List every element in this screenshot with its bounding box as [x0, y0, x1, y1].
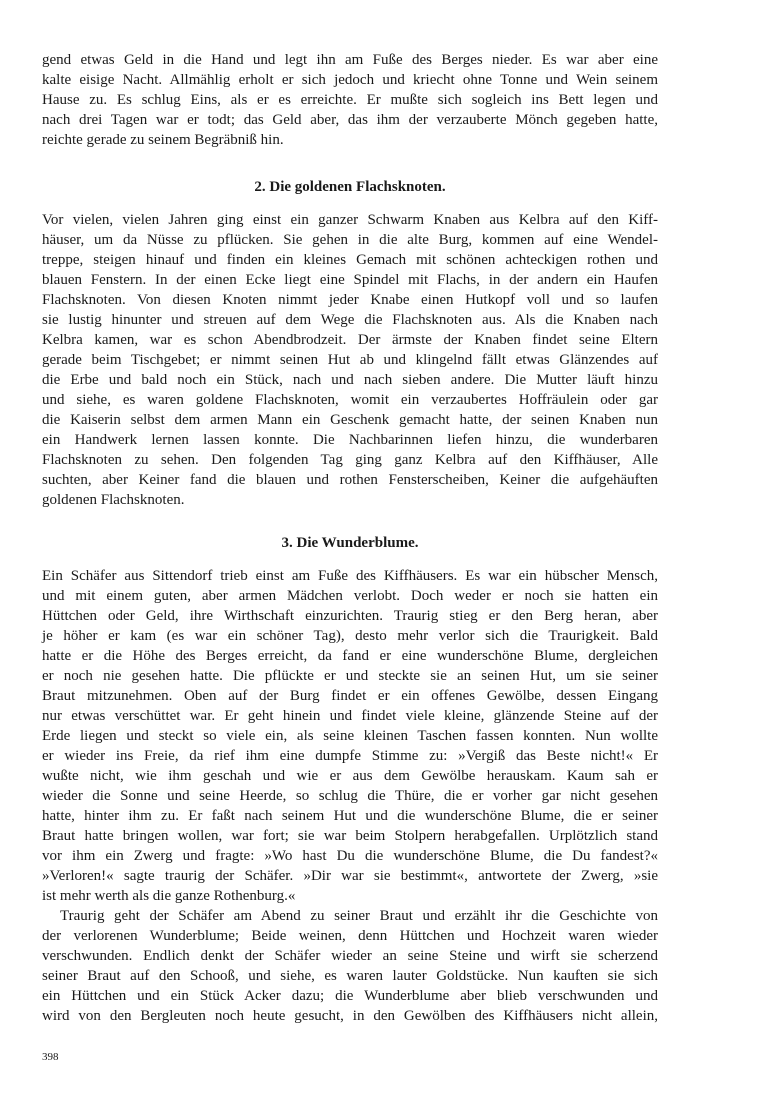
text-line: kalte eisige Nacht. Allmählig erholt er sich jedoch und kriecht ohne Tonne und Wein seinem [42, 72, 658, 88]
text-line: gend etwas Geld in die Hand und legt ihn am Fuße des Berges nieder. Es war aber eine [42, 52, 658, 68]
text-line: er wieder ins Freie, da rief ihm eine dumpfe Stimme zu: »Vergiß das Beste nicht!« Er [42, 748, 658, 764]
text-line: hatte er die Höhe des Berges erreicht, da fand er eine wunderschöne Blume, dergleichen [42, 648, 658, 664]
intro-paragraph [42, 50, 658, 150]
text-line: und siehe, es waren goldene Flachsknoten, womit ein verzaubertes Hoffräulein oder gar [42, 392, 658, 408]
text-line: wieder die Sonne und seine Heerde, so schlug die Thüre, die er vorher gar nicht gesehen [42, 788, 658, 804]
text-line: seiner Braut auf den Schooß, und siehe, es waren lauter Goldstücke. Nun kauften sie sich [42, 968, 658, 984]
text-line: Ein Schäfer aus Sittendorf trieb einst am Fuße des Kiffhäusers. Es war ein hübscher Mensch, [42, 568, 658, 584]
section-title-flachsknoten: 2. Die goldenen Flachsknoten. [254, 179, 446, 195]
text-line: die Kaiserin selbst dem armen Mann ein Geschenk gemacht hatte, der seinen Knaben nun [42, 412, 658, 428]
text-line: hatte, hinter ihm zu. Er faßt nach seinem Hut und die wunderschöne Blume, die er seiner [42, 808, 658, 824]
text-line: Braut hatte bringen wollen, war fort; sie war beim Stolpern herabgefallen. Urplötzlich stand [42, 828, 658, 844]
text-line: er noch nie gesehen hatte. Die pflückte er und steckte sie an seinen Hut, um sie seiner [42, 668, 658, 684]
text-line: sie lustig hinunter und streuen auf dem Wege die Flachsknoten aus. Als die Knaben nach [42, 312, 658, 328]
text-line: nur etwas verschüttet war. Er geht hinein und findet viele kleine, glänzende Steine auf der [42, 708, 658, 724]
text-line: nach drei Tagen war er todt; das Geld aber, das ihm der verzauberte Mönch gegeben hatte, [42, 112, 658, 128]
text-line: Kelbra kamen, war es schon Abendbrodzeit. Der ärmste der Knaben findet seine Eltern [42, 332, 658, 348]
text-line: Erde liegen und steckt so viele ein, als seine kleinen Taschen fassen konnten. Nun wollte [42, 728, 658, 744]
section-body-wunderblume [42, 566, 658, 1026]
text-line: die Erbe und bald noch ein Stück, nach und nach sieben andere. Die Mutter läuft hinzu [42, 372, 658, 388]
text-line: Traurig geht der Schäfer am Abend zu seiner Braut und erzählt ihr die Geschichte von [60, 908, 658, 924]
text-line: Braut mitzunehmen. Oben auf der Burg findet er ein offenes Gewölbe, dessen Eingang [42, 688, 658, 704]
text-line: reichte gerade zu seinem Begräbniß hin. [42, 132, 284, 148]
text-line: goldenen Flachsknoten. [42, 492, 185, 508]
text-line: treppe, steigen hinauf und finden ein kleines Gemach mit schönen achteckigen rothen und [42, 252, 658, 268]
page-number: 398 [42, 1051, 59, 1063]
text-line: suchten, aber Keiner fand die blauen und rothen Fensterscheiben, Keiner die aufgehäuften [42, 472, 658, 488]
text-line: Hause zu. Es schlug Eins, als er es erreichte. Er mußte sich sogleich ins Bett legen und [42, 92, 658, 108]
text-line: gerade beim Tischgebet; er nimmt seinen Hut ab und klingelnd fällt etwas Glänzendes auf [42, 352, 658, 368]
text-line: wird von den Bergleuten noch heute gesucht, in den Gewölben des Kiffhäusers nicht allein, [42, 1008, 658, 1024]
text-line: häuser, um da Nüsse zu pflücken. Sie gehen in die alte Burg, kommen auf eine Wendel- [42, 232, 658, 248]
text-line: Flachsknoten zu sehen. Den folgenden Tag ging ganz Kelbra auf den Kiffhäuser, Alle [42, 452, 658, 468]
text-line: verschwunden. Endlich denkt der Schäfer wieder an seine Steine und wirft sie scherzend [42, 948, 658, 964]
text-line: Flachsknoten. Von diesen Knoten nimmt jeder Knabe einen Hutkopf voll und so laufen [42, 292, 658, 308]
text-line: ist mehr werth als die ganze Rothenburg.« [42, 888, 296, 904]
text-line: vor ihm ein Zwerg und fragte: »Wo hast Du die wunderschöne Blume, die Du fandest?« [42, 848, 658, 864]
section-body-flachsknoten [42, 210, 658, 510]
text-line: wußte nicht, wie ihm geschah und wie er aus dem Gewölbe herauskam. Kaum sah er [42, 768, 658, 784]
text-line: Hüttchen oder Geld, ihre Wirthschaft einzurichten. Traurig stieg er den Berg heran, aber [42, 608, 658, 624]
text-line: ein Handwerk lernen lassen konnte. Die Nachbarinnen liefen hinzu, die wunderbaren [42, 432, 658, 448]
section-title-wunderblume: 3. Die Wunderblume. [281, 535, 419, 551]
text-line: ein Hüttchen und ein Stück Acker dazu; die Wunderblume aber blieb verschwunden und [42, 988, 658, 1004]
text-line: Vor vielen, vielen Jahren ging einst ein ganzer Schwarm Knaben aus Kelbra auf den Kiff- [42, 212, 658, 228]
text-line: blauen Fenstern. In der einen Ecke liegt eine Spindel mit Flachs, in der andern ein Haufen [42, 272, 658, 288]
text-line: und mit einem guten, aber armen Mädchen verlobt. Doch weder er noch sie hatten ein [42, 588, 658, 604]
text-line: »Verloren!« sagte traurig der Schäfer. »Dir war sie bestimmt«, antwortete der Zwerg, »sie [42, 868, 658, 884]
text-line: je höher er kam (es war ein schöner Tag), desto mehr verlor sich die Traurigkeit. Bald [42, 628, 658, 644]
text-line: der verlorenen Wunderblume; Beide weinen, denn Hüttchen und Hochzeit waren wieder [42, 928, 658, 944]
